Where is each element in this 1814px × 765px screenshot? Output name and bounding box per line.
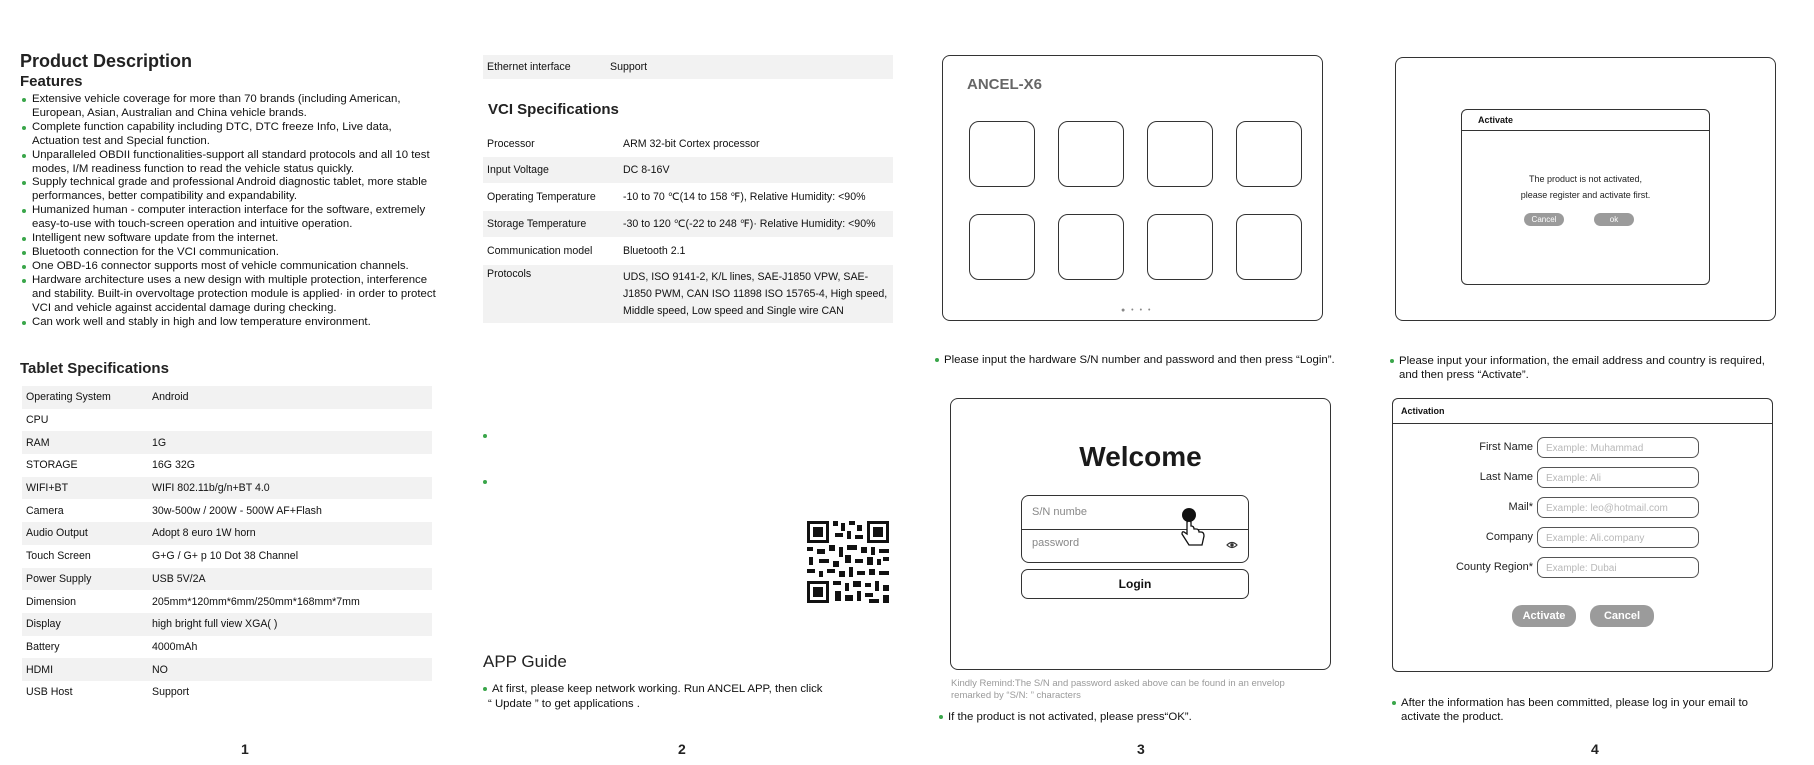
features-title: Features	[20, 73, 83, 90]
feature-item: Extensive vehicle coverage for more than 70 brands (including American, European, Asian, Australian and China vehicle brands.	[20, 93, 440, 121]
spec-key: CPU	[26, 414, 49, 427]
brand-label: ANCEL-X6	[967, 76, 1043, 93]
spec-key: RAM	[22, 431, 148, 454]
spec-value: 1G	[148, 431, 432, 454]
spec-row	[483, 237, 893, 265]
spec-value: NO	[148, 658, 432, 681]
feature-item: Humanized human - computer interaction interface for the software, extremely easy-to-use with touch-screen operation and intuitive operation.	[20, 204, 440, 232]
spec-row	[22, 431, 432, 454]
hand-pointer-icon	[1180, 508, 1208, 548]
sn-placeholder: S/N numbe	[1032, 506, 1088, 518]
spec-key: Power Supply	[22, 568, 148, 591]
spec-row	[22, 590, 432, 613]
app-guide-text-1	[483, 682, 823, 696]
spec-key: Dimension	[26, 595, 77, 608]
feature-item: Supply technical grade and professional Android diagnostic tablet, more stable performances, better compatibility and expandability.	[20, 176, 440, 204]
activate-dialog	[1461, 109, 1710, 285]
activation-form-mockup	[1392, 398, 1773, 672]
spec-value: 16G 32G	[152, 459, 195, 472]
spec-value: high bright full view XGA( )	[148, 613, 432, 636]
product-description-title: Product Description	[20, 51, 193, 71]
bullet-dot	[939, 715, 943, 719]
spec-value	[148, 409, 432, 432]
app-tile[interactable]	[1058, 214, 1124, 280]
instruction-text: Please input the hardware S/N number and password and then press “Login”.	[944, 354, 1335, 366]
spec-row	[22, 545, 432, 568]
spec-value: Bluetooth 2.1	[623, 245, 686, 257]
qr-code-icon	[805, 519, 891, 605]
instruction-text: After the information has been committed, please log in your email to	[1401, 697, 1748, 709]
spec-value: Support	[152, 686, 190, 699]
activation-form-header	[1393, 399, 1772, 424]
app-tile[interactable]	[969, 214, 1035, 280]
page-number-1: 1	[241, 741, 249, 757]
instruction-text: If the product is not activated, please press“OK”.	[948, 711, 1192, 723]
spec-value: 205mm*120mm*6mm/250mm*168mm*7mm	[152, 595, 360, 608]
instruction-text: activate the product.	[1401, 711, 1504, 723]
sn-input[interactable]	[1022, 496, 1248, 530]
instruction-text: Please input your information, the email address and country is required,	[1399, 355, 1765, 367]
app-guide-text: At first, please keep network working. Run ANCEL APP, then click	[492, 683, 823, 695]
activate-dialog-header	[1462, 110, 1709, 131]
feature-item: Intelligent new software update from the internet.	[20, 232, 440, 246]
spec-row	[22, 499, 432, 522]
login-form	[1021, 495, 1249, 563]
spec-key: USB Host	[26, 686, 73, 699]
password-placeholder: password	[1032, 537, 1080, 549]
spec-row	[22, 454, 432, 477]
spec-key: Input Voltage	[483, 157, 619, 183]
tablet-specifications-title: Tablet Specifications	[20, 360, 169, 377]
app-guide-title: APP Guide	[483, 652, 567, 671]
spec-row-ethernet	[483, 55, 893, 79]
app-guide-text-2: “ Update ” to get applications .	[488, 698, 640, 710]
spec-key: Processor	[487, 138, 535, 150]
instruction-email	[1392, 696, 1748, 724]
spec-key: Battery	[26, 640, 60, 653]
activation-input[interactable]: Example: Muhammad	[1537, 437, 1699, 458]
bullet-dot	[1392, 701, 1396, 705]
tablet-spec-table	[22, 386, 432, 704]
instruction-text: and then press “Activate”.	[1399, 369, 1529, 381]
spec-key: Display	[22, 613, 148, 636]
vci-spec-table	[483, 131, 893, 323]
welcome-heading: Welcome	[1079, 441, 1202, 472]
login-button[interactable]: Login	[1021, 569, 1249, 599]
activation-input[interactable]: Example: Dubai	[1537, 557, 1699, 578]
instruction-login	[935, 353, 1335, 367]
app-tile[interactable]	[1147, 214, 1213, 280]
bullet-dot	[483, 480, 487, 484]
page-1	[20, 0, 440, 765]
cancel-button[interactable]: Cancel	[1524, 213, 1564, 226]
page-4	[1390, 0, 1814, 765]
instruction-information	[1390, 354, 1765, 382]
field-label: Company	[1485, 531, 1533, 543]
bullet-dot	[935, 358, 939, 362]
page-number-4: 4	[1591, 741, 1599, 757]
password-input[interactable]	[1022, 529, 1248, 562]
spec-key: Operating System	[22, 386, 148, 409]
spec-row	[22, 681, 432, 704]
bullet-dot	[483, 434, 487, 438]
spec-row	[22, 568, 432, 591]
spec-row	[22, 658, 432, 681]
spec-key: Ethernet interface	[483, 55, 606, 79]
spec-value: -30 to 120 ℃(-22 to 248 ℉)· Relative Humidity: <90%	[619, 211, 893, 237]
page-indicator-dots: ● • • •	[1121, 307, 1153, 314]
ok-button[interactable]: ok	[1594, 213, 1634, 226]
spec-value: USB 5V/2A	[148, 568, 432, 591]
feature-item: Bluetooth connection for the VCI communication.	[20, 246, 440, 260]
spec-key: Camera	[26, 504, 64, 517]
spec-value: Support	[606, 55, 893, 79]
spec-row	[22, 477, 432, 500]
spec-value: ARM 32-bit Cortex processor	[623, 138, 760, 150]
activate-button[interactable]: Activate	[1512, 605, 1576, 627]
kindly-remind-note	[951, 678, 1285, 702]
spec-row	[22, 409, 432, 432]
spec-row	[22, 522, 432, 545]
activate-dialog-message	[1462, 171, 1709, 203]
spec-value: Adopt 8 euro 1W horn	[148, 522, 432, 545]
spec-row	[22, 636, 432, 659]
spec-key: HDMI	[22, 658, 148, 681]
field-label: First Name	[1479, 441, 1533, 453]
spec-key: Communication model	[487, 245, 593, 257]
page-number-2: 2	[678, 741, 686, 757]
feature-item: Complete function capability including DTC, DTC freeze Info, Live data, Actuation test and Special function.	[20, 121, 440, 149]
activate-dialog-title: Activate	[1478, 115, 1514, 125]
app-tile[interactable]	[1147, 121, 1213, 187]
spec-key: Audio Output	[22, 522, 148, 545]
field-label: Mail*	[1508, 501, 1533, 513]
app-tile[interactable]	[1236, 121, 1302, 187]
vci-specifications-title: VCI Specifications	[488, 101, 619, 118]
spec-row	[483, 183, 893, 211]
spec-value: G+G / G+ p 10 Dot 38 Channel	[152, 550, 299, 563]
page-3	[930, 0, 1350, 765]
spec-row	[483, 211, 893, 237]
cancel-activation-button[interactable]: Cancel	[1590, 605, 1654, 627]
spec-value: 30w-500w / 200W - 500W AF+Flash	[152, 504, 322, 517]
message-line-1: The product is not activated,	[1528, 174, 1643, 184]
ethernet-spec-table	[483, 55, 893, 79]
spec-value: 4000mAh	[152, 640, 198, 653]
page-2	[483, 0, 903, 765]
spec-key: WIFI+BT	[22, 477, 148, 500]
remind-line-1: Kindly Remind:The S/N and password asked above can be found in an envelop	[951, 678, 1285, 689]
spec-key: Storage Temperature	[483, 211, 619, 237]
activation-input[interactable]: Example: Ali	[1537, 467, 1699, 488]
activation-input[interactable]: Example: leo@hotmail.com	[1537, 497, 1699, 518]
bullet-dot	[1390, 359, 1394, 363]
instruction-activate	[939, 710, 1192, 724]
tablet-home-mockup	[942, 55, 1323, 321]
spec-value: Android	[148, 386, 432, 409]
spec-key: Operating Temperature	[487, 191, 596, 203]
spec-row	[483, 265, 893, 323]
feature-item: Hardware architecture uses a new design with multiple protection, interference and stability. Built-in overvoltage protection module is applied· in order to protect VCI and vehicle against accidental damage during checking.	[20, 274, 440, 316]
remind-line-2: remarked by “S/N: ” characters	[951, 690, 1081, 701]
spec-row	[22, 386, 432, 409]
feature-item: One OBD-16 connector supports most of vehicle communication channels.	[20, 260, 440, 274]
spec-key: Protocols	[483, 265, 619, 323]
spec-value: -10 to 70 ℃(14 to 158 ℉), Relative Humidity: <90%	[623, 191, 866, 203]
message-line-2: please register and activate first.	[1520, 190, 1651, 200]
field-label: Last Name	[1479, 471, 1533, 483]
field-label: County Region*	[1455, 561, 1533, 573]
features-list	[20, 93, 440, 329]
spec-value: WIFI 802.11b/g/n+BT 4.0	[148, 477, 432, 500]
spec-value: DC 8-16V	[619, 157, 893, 183]
spec-value: UDS, ISO 9141-2, K/L lines, SAE-J1850 VPW, SAE-J1850 PWM, CAN ISO 11898 ISO 15765-4, High speed, Middle speed, Low speed and Single wire CAN	[619, 265, 893, 323]
app-tile[interactable]	[1236, 214, 1302, 280]
activate-prompt-mockup	[1395, 57, 1776, 321]
spec-row	[483, 131, 893, 157]
activation-form-title: Activation	[1401, 406, 1445, 416]
page-number-3: 3	[1137, 741, 1145, 757]
spec-row	[483, 157, 893, 183]
feature-item: Unparalleled OBDII functionalities-support all standard protocols and all 10 test modes, I/M readiness function to read the vehicle status quickly.	[20, 149, 440, 177]
feature-item: Can work well and stably in high and low temperature environment.	[20, 316, 440, 330]
spec-row	[22, 613, 432, 636]
eye-icon[interactable]	[1226, 541, 1238, 549]
login-screen-mockup	[950, 398, 1331, 670]
spec-key: Touch Screen	[26, 550, 91, 563]
app-tile[interactable]	[1058, 121, 1124, 187]
spec-key: STORAGE	[26, 459, 78, 472]
bullet-dot	[483, 687, 487, 691]
activation-input[interactable]: Example: Ali.company	[1537, 527, 1699, 548]
app-tile[interactable]	[969, 121, 1035, 187]
